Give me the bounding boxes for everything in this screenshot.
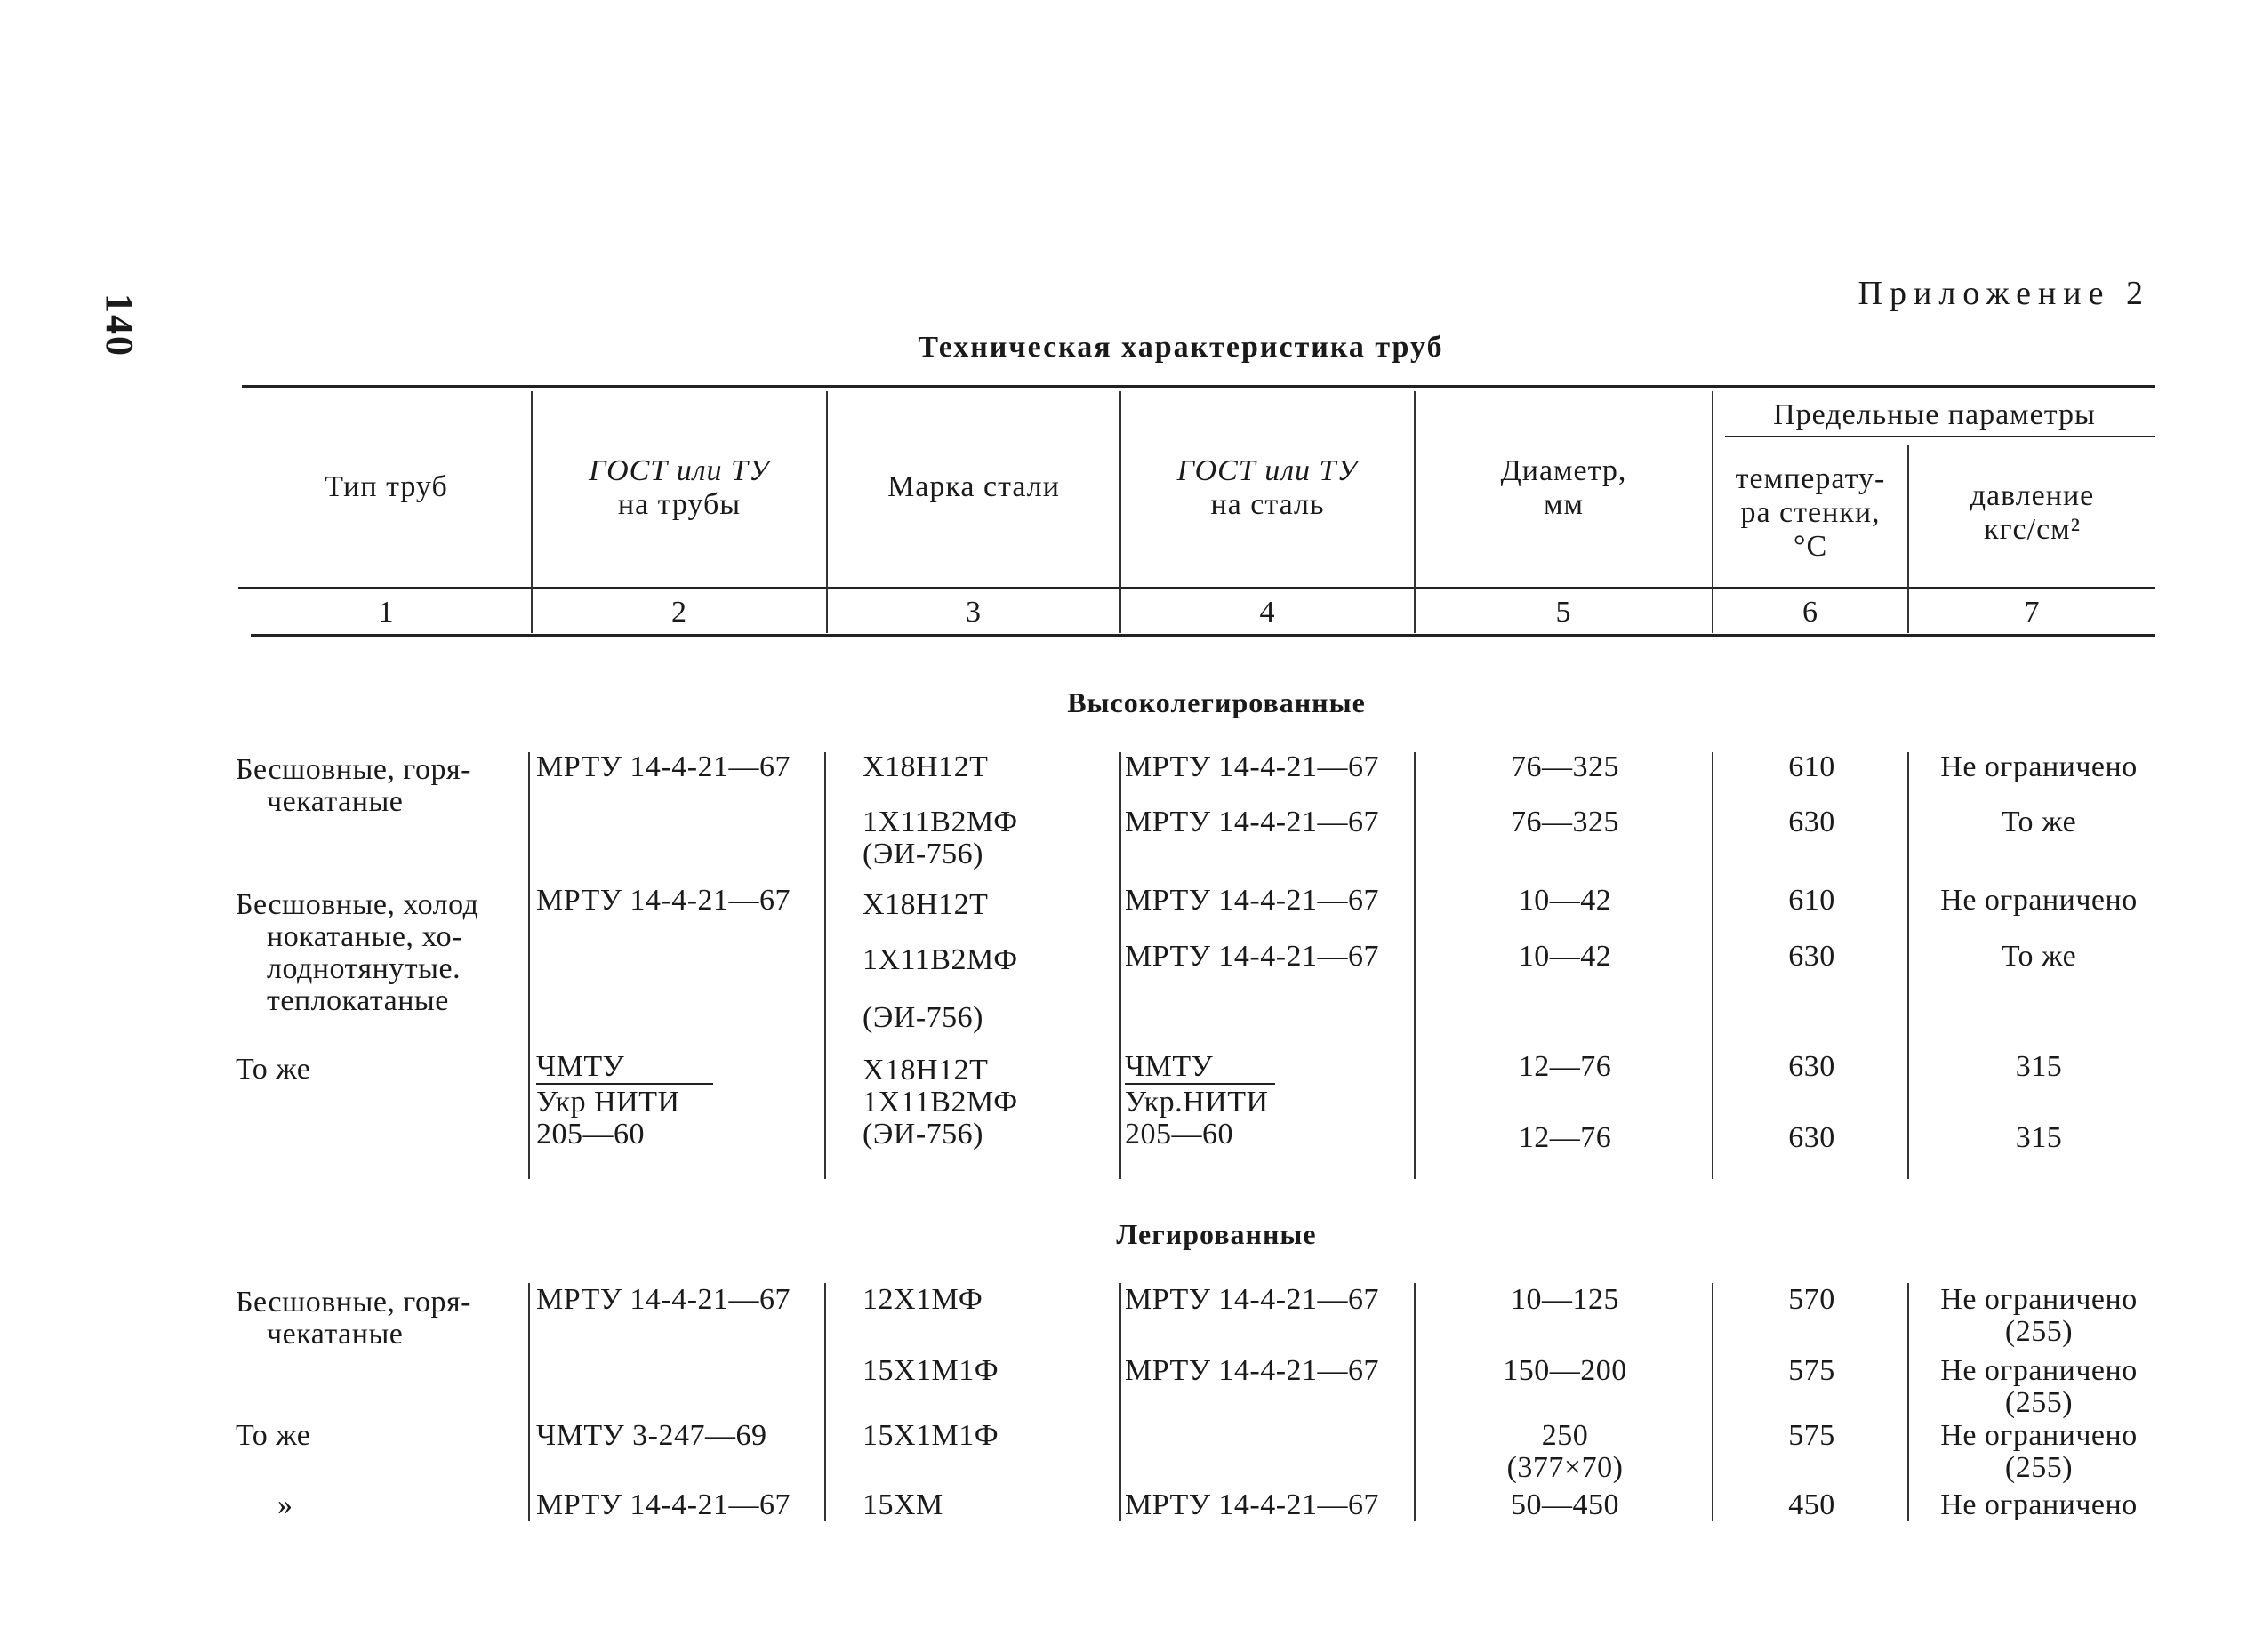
group-header-rule <box>1725 436 2155 437</box>
alloy-r1-temp: 570 <box>1788 1283 1835 1316</box>
high-r5-diameter-a: 12—76 <box>1518 1050 1612 1083</box>
header-limit-params: Предельные параметры <box>1773 398 2096 431</box>
high-r3-diameter: 10—42 <box>1518 884 1612 917</box>
high-r3-pressure: Не ограничено <box>1940 884 2138 917</box>
header-steel-grade: Марка стали <box>887 470 1060 503</box>
alloy-r4-steel: 15ХМ <box>863 1488 943 1521</box>
header-wall-temp-line3: °С <box>1793 530 1828 563</box>
column-number-1: 1 <box>378 596 395 629</box>
high-r5-gost-pipe-numerator <box>536 1051 713 1085</box>
high-r5-temp-b: 630 <box>1788 1121 1835 1154</box>
header-wall-temp-line2: ра стенки, <box>1740 496 1881 529</box>
high-r1-type-line2: чекатаные <box>267 785 404 818</box>
high-r5-temp-a: 630 <box>1788 1050 1835 1083</box>
header-gost-steel-line1: ГОСТ или ТУ <box>1176 454 1359 487</box>
alloy-r1-gost-pipe: МРТУ 14-4-21—67 <box>536 1283 791 1316</box>
high-r2-steel-line1: 1Х11В2МФ <box>863 806 1018 838</box>
alloy-r3-steel: 15Х1М1Ф <box>863 1419 999 1452</box>
high-r4-steel-line1: 1Х11В2МФ <box>863 943 1018 976</box>
high-r4-steel-line2: (ЭИ-756) <box>863 1001 983 1034</box>
high-r2-gost-steel: МРТУ 14-4-21—67 <box>1125 806 1380 838</box>
alloy-r1-type-line2: чекатаные <box>267 1318 404 1351</box>
high-r5-pressure-a: 315 <box>2015 1050 2063 1083</box>
section-title-alloy: Легированные <box>1116 1218 1317 1250</box>
high-r5-steel-b-line2: (ЭИ-756) <box>863 1118 983 1151</box>
high-r3-type-line4: теплокатаные <box>267 984 449 1017</box>
alloy-divider-5 <box>1712 1283 1713 1521</box>
alloy-divider-3 <box>1119 1283 1121 1521</box>
high-divider-6 <box>1907 752 1909 1179</box>
column-number-6: 6 <box>1802 596 1818 629</box>
high-r3-gost-steel: МРТУ 14-4-21—67 <box>1125 884 1380 917</box>
page-number: 140 <box>98 293 141 357</box>
high-r2-temp: 630 <box>1788 806 1835 838</box>
alloy-r2-steel: 15Х1М1Ф <box>863 1354 999 1387</box>
high-r5-gost-steel-fraction: ЧМТУ <box>1125 1051 1275 1085</box>
high-r5-gost-steel-number: 205—60 <box>1125 1118 1233 1151</box>
high-r5-gost-steel-numerator <box>1125 1051 1275 1085</box>
alloy-r2-temp: 575 <box>1788 1354 1835 1387</box>
alloy-r3-diameter-line1: 250 <box>1541 1419 1589 1452</box>
high-r3-type-line1: Бесшовные, холод <box>236 888 479 921</box>
high-r3-temp: 610 <box>1788 884 1835 917</box>
high-r1-gost-steel: МРТУ 14-4-21—67 <box>1125 750 1380 783</box>
header-bottom-rule <box>238 587 2155 589</box>
alloy-divider-2 <box>824 1283 826 1521</box>
alloy-r1-steel: 12Х1МФ <box>863 1283 983 1316</box>
high-r1-temp: 610 <box>1788 750 1835 783</box>
header-diameter-line1: Диаметр, <box>1500 454 1627 487</box>
high-r4-pressure: То же <box>2001 940 2077 973</box>
high-r5-diameter-b: 12—76 <box>1518 1121 1612 1154</box>
alloy-r3-temp: 575 <box>1788 1419 1835 1452</box>
high-r1-diameter: 76—325 <box>1511 750 1619 783</box>
high-r4-diameter: 10—42 <box>1518 940 1612 973</box>
high-r1-pressure: Не ограничено <box>1940 750 2138 783</box>
high-r4-gost-steel: МРТУ 14-4-21—67 <box>1125 940 1380 973</box>
alloy-r4-temp: 450 <box>1788 1488 1835 1521</box>
alloy-r3-type: То же <box>236 1419 311 1452</box>
column-number-5: 5 <box>1555 596 1572 629</box>
high-r5-type: То же <box>236 1053 311 1086</box>
column-number-2: 2 <box>671 596 687 629</box>
high-r3-steel: Х18Н12Т <box>863 888 989 921</box>
high-r5-steel-b-line1: 1Х11В2МФ <box>863 1086 1018 1119</box>
alloy-r3-pressure-line2: (255) <box>2004 1451 2074 1484</box>
alloy-r4-type: » <box>277 1488 293 1521</box>
alloy-r1-gost-steel: МРТУ 14-4-21—67 <box>1125 1283 1380 1316</box>
alloy-r4-diameter: 50—450 <box>1511 1488 1619 1521</box>
alloy-r3-gost-pipe: ЧМТУ 3-247—69 <box>536 1419 767 1452</box>
alloy-r1-pressure-line1: Не ограничено <box>1940 1283 2138 1316</box>
column-number-4: 4 <box>1259 596 1276 629</box>
alloy-divider-4 <box>1414 1283 1416 1521</box>
high-r5-gost-pipe-number: 205—60 <box>536 1118 645 1151</box>
alloy-r2-pressure-line2: (255) <box>2004 1386 2074 1419</box>
header-pressure-line1: давление <box>1970 479 2095 512</box>
high-r4-temp: 630 <box>1788 940 1835 973</box>
alloy-r4-gost-pipe: МРТУ 14-4-21—67 <box>536 1488 791 1521</box>
high-divider-2 <box>824 752 826 1179</box>
header-pressure <box>1909 479 2155 547</box>
high-r1-gost-pipe: МРТУ 14-4-21—67 <box>536 750 791 783</box>
alloy-r3-pressure-line1: Не ограничено <box>1940 1419 2138 1452</box>
header-pressure-line2: кгс/см² <box>1984 513 2081 546</box>
high-r1-steel: Х18Н12Т <box>863 750 989 783</box>
high-r1-type-line1: Бесшовные, горя- <box>236 753 471 786</box>
header-gost-pipe-line2: на трубы <box>617 488 742 521</box>
high-r3-type-line3: лоднотянутые. <box>267 952 461 985</box>
table-top-rule <box>242 385 2155 388</box>
high-r5-gost-pipe-fraction: ЧМТУ <box>536 1051 713 1085</box>
appendix-label: Приложение 2 <box>1858 275 2150 312</box>
header-diameter-line2: мм <box>1543 488 1585 521</box>
high-r2-steel-line2: (ЭИ-756) <box>863 838 983 870</box>
alloy-r4-pressure: Не ограничено <box>1940 1488 2138 1521</box>
alloy-r3-diameter-line2: (377×70) <box>1506 1451 1624 1484</box>
header-wall-temp <box>1713 462 1907 564</box>
high-r5-gost-pipe-denominator: Укр НИТИ <box>536 1086 680 1119</box>
column-number-3: 3 <box>966 596 982 629</box>
alloy-r1-pressure-line2: (255) <box>2004 1315 2074 1348</box>
column-number-7: 7 <box>2024 596 2041 629</box>
high-divider-3 <box>1119 752 1121 1179</box>
alloy-r1-diameter: 10—125 <box>1511 1283 1619 1316</box>
alloy-r4-gost-steel: МРТУ 14-4-21—67 <box>1125 1488 1380 1521</box>
section-title-high-alloy: Высоколегированные <box>1067 686 1366 718</box>
high-r3-type-line2: нокатаные, хо- <box>267 920 462 953</box>
high-r2-pressure: То же <box>2001 806 2077 838</box>
high-r5-gost-steel-denominator: Укр.НИТИ <box>1125 1086 1269 1119</box>
header-wall-temp-line1: температу- <box>1735 462 1886 495</box>
alloy-r2-gost-steel: МРТУ 14-4-21—67 <box>1125 1354 1380 1387</box>
high-r2-diameter: 76—325 <box>1511 806 1619 838</box>
header-pipe-type: Тип труб <box>325 470 448 503</box>
numbers-bottom-rule <box>251 634 2155 637</box>
alloy-r2-pressure-line1: Не ограничено <box>1940 1354 2138 1387</box>
high-r3-gost-pipe: МРТУ 14-4-21—67 <box>536 884 791 917</box>
header-gost-pipe <box>533 454 826 522</box>
header-gost-steel-line2: на сталь <box>1210 488 1325 521</box>
header-gost-pipe-line1: ГОСТ или ТУ <box>589 454 770 487</box>
alloy-divider-6 <box>1907 1283 1909 1521</box>
alloy-r1-type-line1: Бесшовные, горя- <box>236 1286 471 1319</box>
document-title: Техническая характеристика труб <box>918 331 1444 364</box>
alloy-r2-diameter: 150—200 <box>1503 1354 1627 1387</box>
header-gost-steel <box>1121 454 1414 522</box>
high-divider-1 <box>528 752 530 1179</box>
alloy-divider-1 <box>528 1283 530 1521</box>
high-r5-steel-a: Х18Н12Т <box>863 1054 989 1087</box>
header-diameter <box>1416 454 1712 522</box>
high-r5-pressure-b: 315 <box>2015 1121 2063 1154</box>
